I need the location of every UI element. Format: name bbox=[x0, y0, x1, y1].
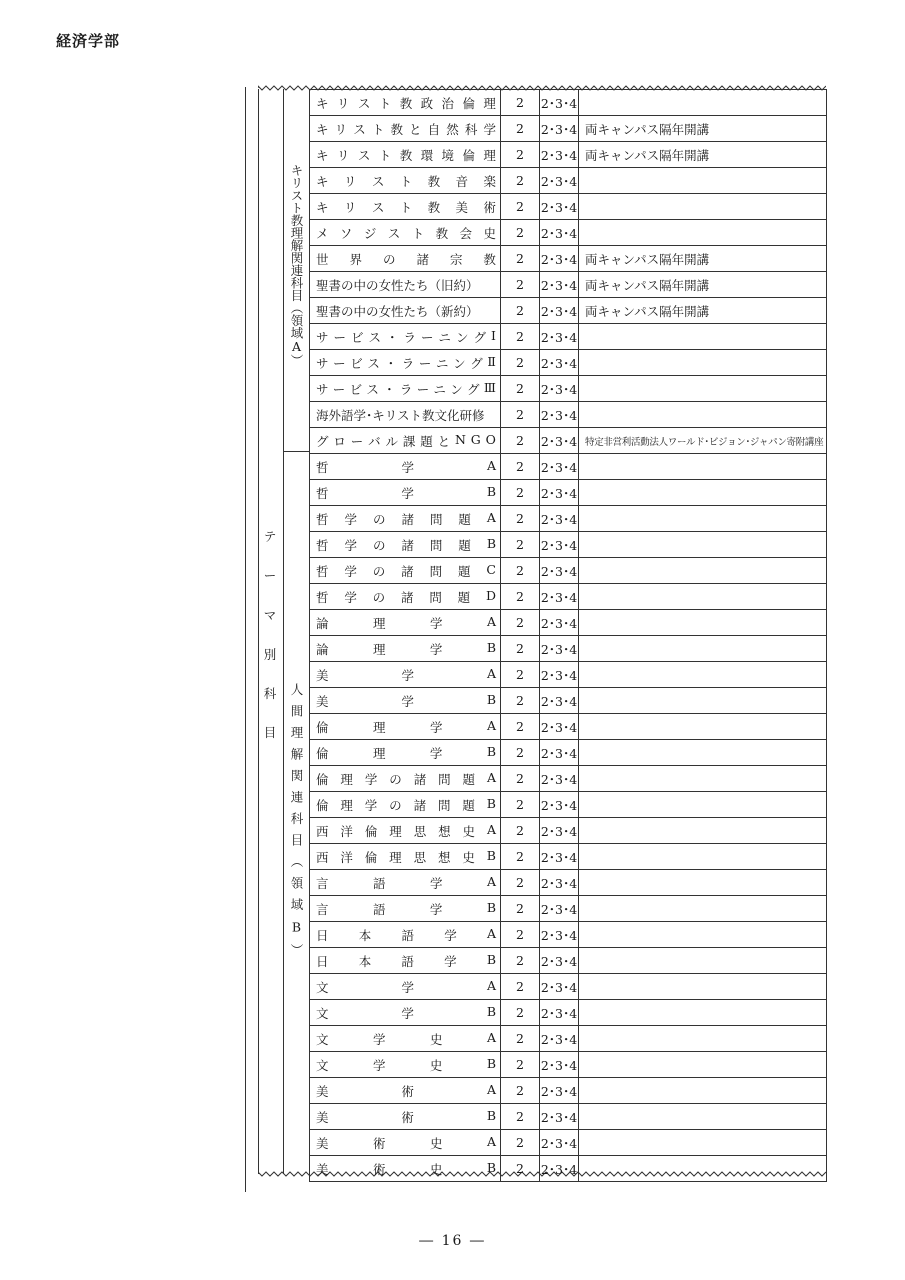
course-note bbox=[579, 454, 827, 480]
course-years: 2･3･4 bbox=[540, 896, 579, 922]
course-name bbox=[310, 1156, 501, 1182]
course-note bbox=[579, 792, 827, 818]
table-row bbox=[310, 1130, 827, 1156]
course-name bbox=[310, 402, 501, 428]
course-name-text: 文 学 B bbox=[316, 1003, 496, 1021]
course-name bbox=[310, 116, 501, 142]
course-years: 2･3･4 bbox=[540, 194, 579, 220]
course-credits: 2 bbox=[501, 636, 540, 662]
course-name-text: 美 術 史 B bbox=[316, 1159, 496, 1177]
course-table bbox=[309, 89, 827, 1182]
course-years: 2･3･4 bbox=[540, 532, 579, 558]
course-name bbox=[310, 1052, 501, 1078]
table-row bbox=[310, 1000, 827, 1026]
course-credits: 2 bbox=[501, 90, 540, 116]
course-name-text: 哲 学 の 諸 問 題 A bbox=[316, 509, 496, 527]
course-note: 両キャンパス隔年開講 bbox=[579, 298, 827, 324]
course-note bbox=[579, 740, 827, 766]
course-credits: 2 bbox=[501, 714, 540, 740]
course-name-text: 西 洋 倫 理 思 想 史 A bbox=[316, 821, 496, 839]
course-years: 2･3･4 bbox=[540, 402, 579, 428]
table-row bbox=[310, 766, 827, 792]
course-credits: 2 bbox=[501, 272, 540, 298]
course-note bbox=[579, 532, 827, 558]
course-name-text: 美 術 史 A bbox=[316, 1133, 496, 1151]
course-name-text: キ リ ス ト 教 美 術 bbox=[316, 199, 496, 215]
course-name bbox=[310, 1026, 501, 1052]
course-years: 2･3･4 bbox=[540, 636, 579, 662]
course-years: 2･3･4 bbox=[540, 246, 579, 272]
course-name-text: 倫 理 学 A bbox=[316, 717, 496, 735]
course-note bbox=[579, 610, 827, 636]
course-note: 特定非営利活動法人ワールド･ビジョン･ジャパン寄附講座 bbox=[579, 428, 827, 454]
table-row bbox=[310, 324, 827, 350]
course-credits: 2 bbox=[501, 376, 540, 402]
course-note bbox=[579, 168, 827, 194]
course-name-text: 哲 学 の 諸 問 題 D bbox=[316, 587, 496, 605]
course-note: 両キャンパス隔年開講 bbox=[579, 116, 827, 142]
course-credits: 2 bbox=[501, 428, 540, 454]
course-credits: 2 bbox=[501, 246, 540, 272]
course-years: 2･3･4 bbox=[540, 480, 579, 506]
course-note: 両キャンパス隔年開講 bbox=[579, 246, 827, 272]
course-note bbox=[579, 90, 827, 116]
course-name bbox=[310, 1078, 501, 1104]
course-note bbox=[579, 324, 827, 350]
course-note bbox=[579, 844, 827, 870]
table-row bbox=[310, 818, 827, 844]
course-years: 2･3･4 bbox=[540, 662, 579, 688]
course-note bbox=[579, 1052, 827, 1078]
course-credits: 2 bbox=[501, 532, 540, 558]
page-number: ― 16 ― bbox=[419, 1233, 486, 1249]
course-credits: 2 bbox=[501, 584, 540, 610]
table-row bbox=[310, 246, 827, 272]
course-name-text: 哲 学 の 諸 問 題 C bbox=[316, 561, 496, 579]
course-credits: 2 bbox=[501, 922, 540, 948]
course-note bbox=[579, 896, 827, 922]
theme-label-char: マ bbox=[263, 608, 277, 623]
course-years: 2･3･4 bbox=[540, 714, 579, 740]
course-name-text: 日 本 語 学 A bbox=[316, 925, 496, 943]
course-years: 2･3･4 bbox=[540, 584, 579, 610]
course-name bbox=[310, 662, 501, 688]
course-years: 2･3･4 bbox=[540, 298, 579, 324]
course-years: 2･3･4 bbox=[540, 844, 579, 870]
course-credits: 2 bbox=[501, 1026, 540, 1052]
table-row bbox=[310, 870, 827, 896]
course-name bbox=[310, 740, 501, 766]
course-name-text: 言 語 学 A bbox=[316, 873, 496, 891]
course-name-text: サ ー ビ ス ・ ラ ー ニ ン グ Ⅲ bbox=[316, 379, 496, 397]
course-name-text: 聖書の中の女性たち（旧約） bbox=[316, 277, 479, 293]
course-name-text: 倫 理 学 B bbox=[316, 743, 496, 761]
table-row bbox=[310, 220, 827, 246]
course-name-text: 哲 学 A bbox=[316, 457, 496, 475]
course-name bbox=[310, 428, 501, 454]
course-years: 2･3･4 bbox=[540, 766, 579, 792]
course-credits: 2 bbox=[501, 454, 540, 480]
course-note bbox=[579, 766, 827, 792]
course-name bbox=[310, 636, 501, 662]
course-note bbox=[579, 948, 827, 974]
table-row bbox=[310, 948, 827, 974]
table-row bbox=[310, 792, 827, 818]
course-years: 2･3･4 bbox=[540, 922, 579, 948]
course-name-text: メ ソ ジ ス ト 教 会 史 bbox=[316, 225, 496, 241]
theme-label-char: 科 bbox=[263, 686, 277, 701]
course-name-text: 倫 理 学 の 諸 問 題 B bbox=[316, 795, 496, 813]
table-row bbox=[310, 1026, 827, 1052]
course-note bbox=[579, 558, 827, 584]
course-name bbox=[310, 1000, 501, 1026]
group-divider bbox=[283, 451, 309, 452]
table-row bbox=[310, 194, 827, 220]
course-note bbox=[579, 1000, 827, 1026]
course-note bbox=[579, 480, 827, 506]
table-row bbox=[310, 402, 827, 428]
course-credits: 2 bbox=[501, 402, 540, 428]
course-name-text: 美 術 B bbox=[316, 1107, 496, 1125]
group-b-label: 人間理解関連科目（領域B） bbox=[289, 683, 304, 965]
course-years: 2･3･4 bbox=[540, 1000, 579, 1026]
course-name bbox=[310, 324, 501, 350]
table-row bbox=[310, 610, 827, 636]
course-name bbox=[310, 298, 501, 324]
course-name-text: 海外語学･キリスト教文化研修 bbox=[316, 407, 485, 423]
course-credits: 2 bbox=[501, 1130, 540, 1156]
theme-label-char: テ bbox=[263, 529, 277, 544]
course-name bbox=[310, 818, 501, 844]
table-row bbox=[310, 428, 827, 454]
course-credits: 2 bbox=[501, 298, 540, 324]
course-name-text: 論 理 学 B bbox=[316, 639, 496, 657]
course-years: 2･3･4 bbox=[540, 1156, 579, 1182]
table-row bbox=[310, 480, 827, 506]
course-years: 2･3･4 bbox=[540, 688, 579, 714]
table-row bbox=[310, 584, 827, 610]
course-credits: 2 bbox=[501, 974, 540, 1000]
table-row bbox=[310, 142, 827, 168]
course-note bbox=[579, 350, 827, 376]
table-row bbox=[310, 168, 827, 194]
course-years: 2･3･4 bbox=[540, 324, 579, 350]
course-note bbox=[579, 1078, 827, 1104]
course-name-text: グ ロ ー バ ル 課 題 と N G O bbox=[316, 431, 496, 449]
course-name-text: サ ー ビ ス ・ ラ ー ニ ン グ Ⅰ bbox=[316, 327, 496, 345]
course-years: 2･3･4 bbox=[540, 1078, 579, 1104]
course-name bbox=[310, 766, 501, 792]
course-note bbox=[579, 376, 827, 402]
course-name-text: 文 学 史 B bbox=[316, 1055, 496, 1073]
course-name-text: キ リ ス ト 教 政 治 倫 理 bbox=[316, 95, 496, 111]
course-credits: 2 bbox=[501, 818, 540, 844]
course-years: 2･3･4 bbox=[540, 1104, 579, 1130]
course-name-text: 美 学 A bbox=[316, 665, 496, 683]
course-credits: 2 bbox=[501, 662, 540, 688]
course-credits: 2 bbox=[501, 168, 540, 194]
course-credits: 2 bbox=[501, 350, 540, 376]
course-credits: 2 bbox=[501, 948, 540, 974]
course-years: 2･3･4 bbox=[540, 220, 579, 246]
course-note bbox=[579, 584, 827, 610]
course-credits: 2 bbox=[501, 844, 540, 870]
course-years: 2･3･4 bbox=[540, 610, 579, 636]
course-name bbox=[310, 480, 501, 506]
course-name-text: 文 学 A bbox=[316, 977, 496, 995]
table-row bbox=[310, 1078, 827, 1104]
course-credits: 2 bbox=[501, 1078, 540, 1104]
course-credits: 2 bbox=[501, 1156, 540, 1182]
course-name bbox=[310, 194, 501, 220]
course-credits: 2 bbox=[501, 610, 540, 636]
course-name-text: 聖書の中の女性たち（新約） bbox=[316, 303, 479, 319]
course-credits: 2 bbox=[501, 792, 540, 818]
group-column-left-border bbox=[283, 89, 284, 1174]
table-row bbox=[310, 922, 827, 948]
theme-label-char: 別 bbox=[263, 647, 277, 662]
course-years: 2･3･4 bbox=[540, 870, 579, 896]
course-name-text: キ リ ス ト 教 音 楽 bbox=[316, 173, 496, 189]
course-name bbox=[310, 948, 501, 974]
table-row bbox=[310, 532, 827, 558]
course-note bbox=[579, 870, 827, 896]
course-name-text: キ リ ス ト 教 と 自 然 科 学 bbox=[316, 121, 496, 137]
course-name bbox=[310, 220, 501, 246]
course-years: 2･3･4 bbox=[540, 740, 579, 766]
course-years: 2･3･4 bbox=[540, 1130, 579, 1156]
course-note bbox=[579, 662, 827, 688]
course-note bbox=[579, 1026, 827, 1052]
course-name bbox=[310, 1104, 501, 1130]
theme-label-char: 目 bbox=[263, 725, 277, 740]
course-name bbox=[310, 870, 501, 896]
course-credits: 2 bbox=[501, 506, 540, 532]
table-row bbox=[310, 740, 827, 766]
course-years: 2･3･4 bbox=[540, 1026, 579, 1052]
department-header: 経済学部 bbox=[56, 32, 121, 50]
course-name-text: 美 術 A bbox=[316, 1081, 496, 1099]
course-name bbox=[310, 90, 501, 116]
course-name bbox=[310, 168, 501, 194]
table-row bbox=[310, 896, 827, 922]
course-name bbox=[310, 974, 501, 1000]
course-note bbox=[579, 1104, 827, 1130]
course-name bbox=[310, 272, 501, 298]
course-name-text: 西 洋 倫 理 思 想 史 B bbox=[316, 847, 496, 865]
course-years: 2･3･4 bbox=[540, 272, 579, 298]
course-name bbox=[310, 558, 501, 584]
course-credits: 2 bbox=[501, 896, 540, 922]
course-name bbox=[310, 506, 501, 532]
course-name-text: サ ー ビ ス ・ ラ ー ニ ン グ Ⅱ bbox=[316, 353, 496, 371]
course-name-text: 世 界 の 諸 宗 教 bbox=[316, 251, 496, 267]
course-years: 2･3･4 bbox=[540, 454, 579, 480]
table-row bbox=[310, 90, 827, 116]
course-note: 両キャンパス隔年開講 bbox=[579, 142, 827, 168]
course-name bbox=[310, 922, 501, 948]
course-note bbox=[579, 714, 827, 740]
course-name bbox=[310, 246, 501, 272]
course-years: 2･3･4 bbox=[540, 974, 579, 1000]
table-row bbox=[310, 454, 827, 480]
course-credits: 2 bbox=[501, 558, 540, 584]
theme-column-left-border bbox=[258, 89, 259, 1174]
course-name bbox=[310, 844, 501, 870]
course-years: 2･3･4 bbox=[540, 90, 579, 116]
course-years: 2･3･4 bbox=[540, 376, 579, 402]
table-row bbox=[310, 376, 827, 402]
table-row bbox=[310, 688, 827, 714]
course-credits: 2 bbox=[501, 1000, 540, 1026]
course-name-text: 美 学 B bbox=[316, 691, 496, 709]
table-row bbox=[310, 558, 827, 584]
course-name-text: 倫 理 学 の 諸 問 題 A bbox=[316, 769, 496, 787]
course-name bbox=[310, 714, 501, 740]
course-name bbox=[310, 584, 501, 610]
course-name bbox=[310, 610, 501, 636]
table-row bbox=[310, 506, 827, 532]
course-credits: 2 bbox=[501, 194, 540, 220]
table-row bbox=[310, 298, 827, 324]
course-name-text: キ リ ス ト 教 環 境 倫 理 bbox=[316, 147, 496, 163]
course-name bbox=[310, 1130, 501, 1156]
course-credits: 2 bbox=[501, 1052, 540, 1078]
table-row bbox=[310, 1104, 827, 1130]
course-note bbox=[579, 922, 827, 948]
table-row bbox=[310, 974, 827, 1000]
course-years: 2･3･4 bbox=[540, 350, 579, 376]
course-note bbox=[579, 1156, 827, 1182]
course-years: 2･3･4 bbox=[540, 428, 579, 454]
course-note: 両キャンパス隔年開講 bbox=[579, 272, 827, 298]
course-credits: 2 bbox=[501, 220, 540, 246]
theme-label-char: ー bbox=[263, 568, 277, 583]
table-row bbox=[310, 636, 827, 662]
course-name bbox=[310, 792, 501, 818]
course-years: 2･3･4 bbox=[540, 558, 579, 584]
table-row bbox=[310, 1156, 827, 1182]
course-name-text: 哲 学 の 諸 問 題 B bbox=[316, 535, 496, 553]
course-credits: 2 bbox=[501, 142, 540, 168]
course-note bbox=[579, 194, 827, 220]
course-years: 2･3･4 bbox=[540, 506, 579, 532]
course-years: 2･3･4 bbox=[540, 1052, 579, 1078]
course-note bbox=[579, 220, 827, 246]
course-credits: 2 bbox=[501, 688, 540, 714]
course-name bbox=[310, 688, 501, 714]
course-credits: 2 bbox=[501, 740, 540, 766]
course-name-text: 言 語 学 B bbox=[316, 899, 496, 917]
course-name bbox=[310, 376, 501, 402]
table-row bbox=[310, 662, 827, 688]
group-a-label: キリスト教理解関連科目（領域A） bbox=[289, 164, 304, 367]
course-name bbox=[310, 896, 501, 922]
course-years: 2･3･4 bbox=[540, 792, 579, 818]
course-note bbox=[579, 506, 827, 532]
table-row bbox=[310, 1052, 827, 1078]
course-note bbox=[579, 974, 827, 1000]
course-name bbox=[310, 142, 501, 168]
course-credits: 2 bbox=[501, 480, 540, 506]
course-years: 2･3･4 bbox=[540, 168, 579, 194]
margin-rule bbox=[245, 87, 246, 1192]
course-note bbox=[579, 688, 827, 714]
course-credits: 2 bbox=[501, 870, 540, 896]
course-name bbox=[310, 532, 501, 558]
table-row bbox=[310, 272, 827, 298]
course-note bbox=[579, 636, 827, 662]
course-name bbox=[310, 454, 501, 480]
course-note bbox=[579, 1130, 827, 1156]
course-credits: 2 bbox=[501, 1104, 540, 1130]
course-years: 2･3･4 bbox=[540, 818, 579, 844]
course-years: 2･3･4 bbox=[540, 116, 579, 142]
course-years: 2･3･4 bbox=[540, 142, 579, 168]
table-row bbox=[310, 116, 827, 142]
course-note bbox=[579, 818, 827, 844]
table-row bbox=[310, 844, 827, 870]
course-credits: 2 bbox=[501, 116, 540, 142]
course-name bbox=[310, 350, 501, 376]
course-name-text: 日 本 語 学 B bbox=[316, 951, 496, 969]
course-name-text: 文 学 史 A bbox=[316, 1029, 496, 1047]
course-credits: 2 bbox=[501, 324, 540, 350]
course-name-text: 論 理 学 A bbox=[316, 613, 496, 631]
course-years: 2･3･4 bbox=[540, 948, 579, 974]
course-name-text: 哲 学 B bbox=[316, 483, 496, 501]
table-row bbox=[310, 714, 827, 740]
course-note bbox=[579, 402, 827, 428]
course-credits: 2 bbox=[501, 766, 540, 792]
table-row bbox=[310, 350, 827, 376]
